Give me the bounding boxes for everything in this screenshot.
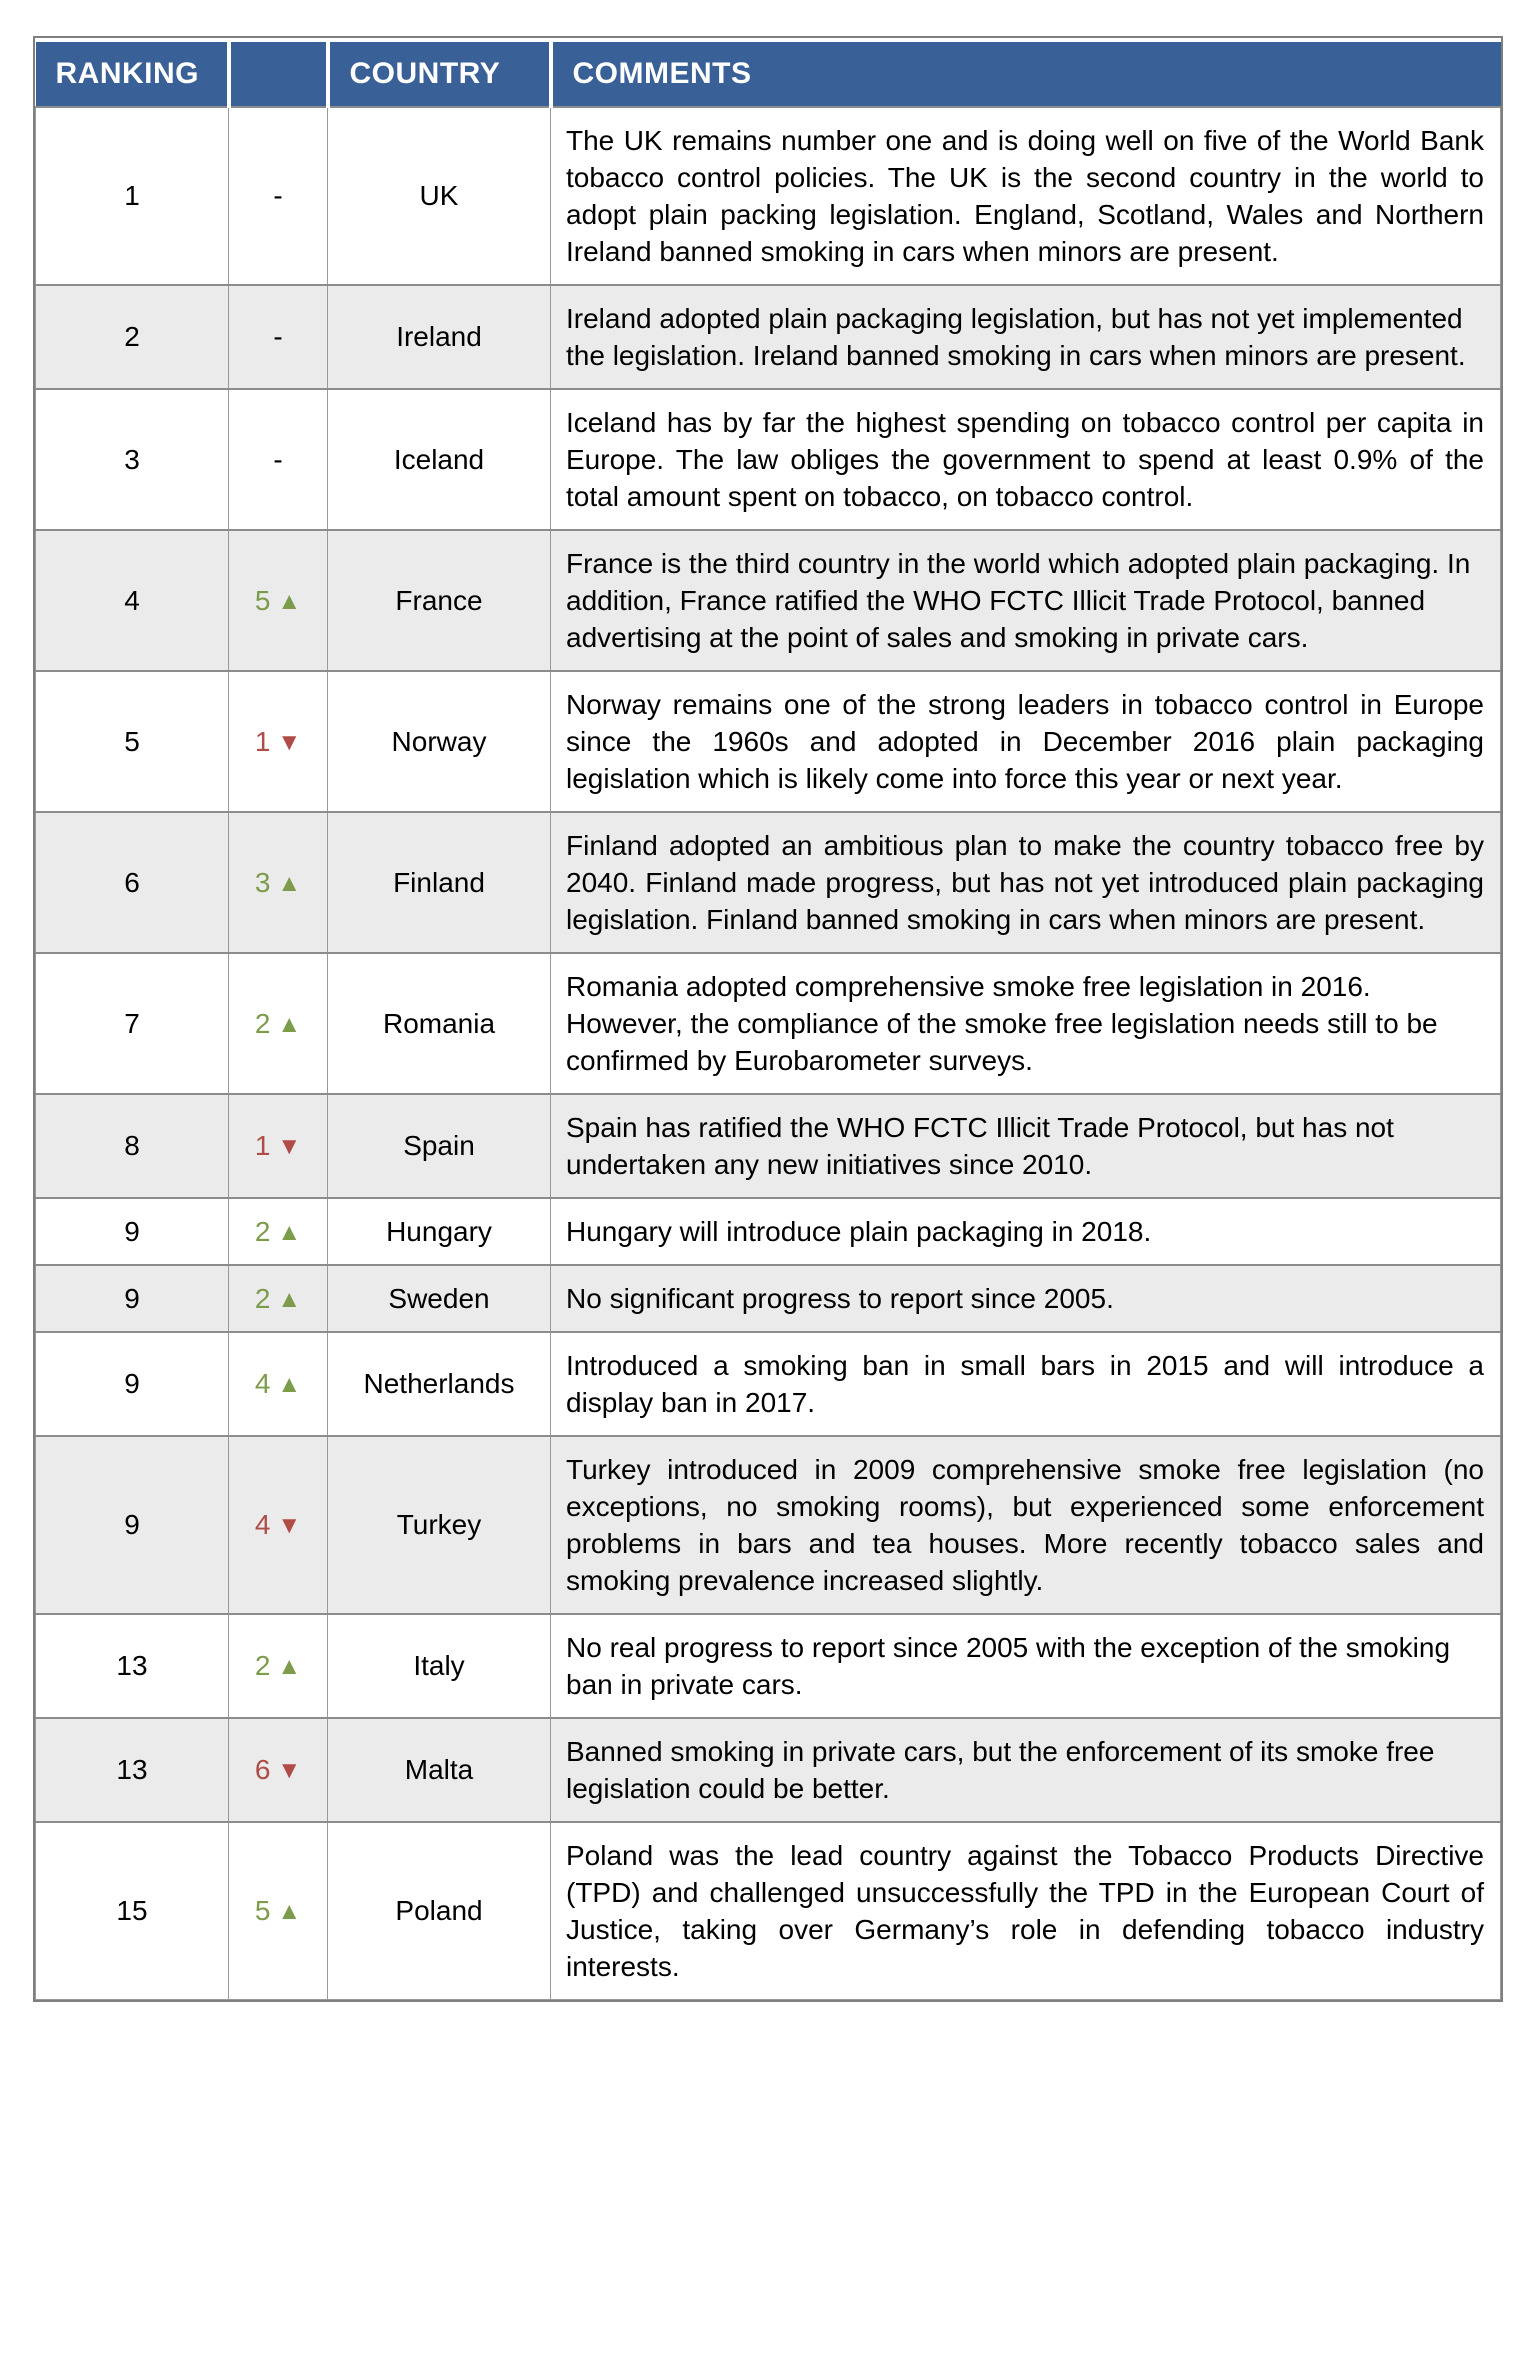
- comments-cell: France is the third country in the world which adopted plain packaging. In addition, France ratified the WHO FCTC Illicit Trade Protocol, banned advertising at the point of sales and smoking in private cars.: [551, 530, 1501, 671]
- rank-change-value: 1: [254, 1130, 271, 1161]
- comments-cell: Turkey introduced in 2009 comprehensive smoke free legislation (no exceptions, no smoking rooms), but experienced some enforcement problems in bars and tea houses. More recently tobacco sales and smoking prevalence increased slightly.: [551, 1436, 1501, 1614]
- ranking-cell: 2: [36, 285, 229, 389]
- rank-change-value: -: [273, 180, 283, 211]
- rank-change: [255, 1283, 301, 1314]
- table-row: [36, 671, 1501, 812]
- table-row: [36, 1614, 1501, 1718]
- rank-change-value: -: [273, 321, 283, 352]
- country-cell: Finland: [328, 812, 551, 953]
- ranking-cell: 15: [36, 1822, 229, 2000]
- rank-change: [255, 585, 301, 616]
- change-cell: [229, 1198, 328, 1265]
- change-cell: [229, 1822, 328, 2000]
- country-cell: Italy: [328, 1614, 551, 1718]
- table-row: [36, 1822, 1501, 2000]
- ranking-cell: 7: [36, 953, 229, 1094]
- rank-change-value: 2: [254, 1007, 271, 1039]
- comments-cell: Finland adopted an ambitious plan to make the country tobacco free by 2040. Finland made progress, but has not yet introduced plain packaging legislation. Finland banned smoking in cars when minors are present.: [551, 812, 1501, 953]
- comments-cell: Iceland has by far the highest spending on tobacco control per capita in Europe. The law obliges the government to spend at least 0.9% of the total amount spent on tobacco, on tobacco control.: [551, 389, 1501, 530]
- change-cell: [229, 1094, 328, 1198]
- change-cell: [229, 389, 328, 530]
- tobacco-control-ranking-table: [35, 38, 1501, 2000]
- rank-change: [273, 180, 282, 211]
- ranking-cell: 5: [36, 671, 229, 812]
- ranking-cell: 13: [36, 1718, 229, 1822]
- comments-cell: No real progress to report since 2005 with the exception of the smoking ban in private cars.: [551, 1614, 1501, 1718]
- rank-change: [255, 867, 301, 898]
- header-ranking: RANKING: [36, 40, 229, 107]
- rank-change-value: 4: [254, 1368, 271, 1399]
- country-cell: UK: [328, 107, 551, 285]
- rank-change: [255, 1509, 301, 1540]
- country-cell: Iceland: [328, 389, 551, 530]
- rank-change: [255, 1130, 301, 1161]
- comments-cell: Introduced a smoking ban in small bars in 2015 and will introduce a display ban in 2017.: [551, 1332, 1501, 1436]
- rank-change-value: 2: [254, 1215, 271, 1247]
- rank-change: [255, 1754, 301, 1785]
- rank-change: [255, 1216, 301, 1247]
- change-cell: [229, 812, 328, 953]
- rank-change-value: 2: [254, 1282, 271, 1314]
- table-row: [36, 953, 1501, 1094]
- change-cell: [229, 285, 328, 389]
- rank-change-value: 4: [254, 1509, 271, 1540]
- up-arrow-icon: ▲: [277, 1285, 302, 1313]
- down-arrow-icon: ▼: [277, 1757, 302, 1784]
- up-arrow-icon: ▲: [277, 1653, 302, 1680]
- country-cell: Spain: [328, 1094, 551, 1198]
- change-cell: [229, 953, 328, 1094]
- country-cell: Malta: [328, 1718, 551, 1822]
- ranking-table-frame: [33, 36, 1503, 2002]
- country-cell: Netherlands: [328, 1332, 551, 1436]
- change-cell: [229, 530, 328, 671]
- down-arrow-icon: ▼: [277, 1512, 302, 1539]
- change-cell: [229, 1614, 328, 1718]
- rank-change: [255, 726, 301, 757]
- table-row: [36, 1332, 1501, 1436]
- comments-cell: Ireland adopted plain packaging legislation, but has not yet implemented the legislation. Ireland banned smoking in cars when minors are present.: [551, 285, 1501, 389]
- up-arrow-icon: ▲: [277, 1218, 302, 1246]
- change-cell: [229, 1436, 328, 1614]
- header-change: [229, 40, 328, 107]
- change-cell: [229, 1265, 328, 1332]
- rank-change-value: 3: [254, 866, 271, 898]
- up-arrow-icon: ▲: [277, 869, 302, 897]
- table-row: [36, 1265, 1501, 1332]
- up-arrow-icon: ▲: [277, 1898, 302, 1925]
- rank-change: [255, 1650, 301, 1681]
- ranking-cell: 4: [36, 530, 229, 671]
- comments-cell: The UK remains number one and is doing well on five of the World Bank tobacco control policies. The UK is the second country in the world to adopt plain packing legislation. England, Scotland, Wales and Northern Ireland banned smoking in cars when minors are present.: [551, 107, 1501, 285]
- rank-change-value: 5: [254, 584, 271, 616]
- table-row: [36, 389, 1501, 530]
- table-row: [36, 1718, 1501, 1822]
- header-country: COUNTRY: [328, 40, 551, 107]
- table-row: [36, 812, 1501, 953]
- comments-cell: Romania adopted comprehensive smoke free legislation in 2016. However, the compliance of the smoke free legislation needs still to be confirmed by Eurobarometer surveys.: [551, 953, 1501, 1094]
- change-cell: [229, 671, 328, 812]
- comments-cell: No significant progress to report since 2005.: [551, 1265, 1501, 1332]
- table-row: [36, 107, 1501, 285]
- up-arrow-icon: ▲: [277, 587, 302, 615]
- ranking-cell: 9: [36, 1265, 229, 1332]
- country-cell: Norway: [328, 671, 551, 812]
- country-cell: Poland: [328, 1822, 551, 2000]
- rank-change-value: -: [273, 443, 283, 475]
- down-arrow-icon: ▼: [277, 728, 302, 756]
- comments-cell: Hungary will introduce plain packaging in 2018.: [551, 1198, 1501, 1265]
- country-cell: Hungary: [328, 1198, 551, 1265]
- country-cell: France: [328, 530, 551, 671]
- change-cell: [229, 107, 328, 285]
- country-cell: Ireland: [328, 285, 551, 389]
- country-cell: Turkey: [328, 1436, 551, 1614]
- ranking-cell: 3: [36, 389, 229, 530]
- rank-change-value: 1: [254, 725, 271, 757]
- rank-change-value: 5: [254, 1895, 271, 1926]
- ranking-cell: 8: [36, 1094, 229, 1198]
- up-arrow-icon: ▲: [277, 1371, 302, 1398]
- ranking-cell: 9: [36, 1436, 229, 1614]
- header-comments: COMMENTS: [551, 40, 1501, 107]
- table-row: [36, 1094, 1501, 1198]
- ranking-cell: 1: [36, 107, 229, 285]
- ranking-cell: 9: [36, 1332, 229, 1436]
- change-cell: [229, 1332, 328, 1436]
- table-row: [36, 1198, 1501, 1265]
- change-cell: [229, 1718, 328, 1822]
- country-cell: Romania: [328, 953, 551, 1094]
- rank-change: [273, 444, 282, 475]
- country-cell: Sweden: [328, 1265, 551, 1332]
- rank-change: [255, 1895, 301, 1926]
- rank-change: [255, 1008, 301, 1039]
- rank-change-value: 6: [254, 1754, 271, 1785]
- table-row: [36, 285, 1501, 389]
- comments-cell: Banned smoking in private cars, but the enforcement of its smoke free legislation could be better.: [551, 1718, 1501, 1822]
- header-row: [36, 40, 1501, 107]
- ranking-cell: 13: [36, 1614, 229, 1718]
- rank-change: [273, 321, 282, 352]
- up-arrow-icon: ▲: [277, 1010, 302, 1038]
- rank-change: [255, 1368, 301, 1399]
- comments-cell: Spain has ratified the WHO FCTC Illicit Trade Protocol, but has not undertaken any new initiatives since 2010.: [551, 1094, 1501, 1198]
- rank-change-value: 2: [254, 1650, 271, 1681]
- ranking-cell: 9: [36, 1198, 229, 1265]
- ranking-cell: 6: [36, 812, 229, 953]
- comments-cell: Poland was the lead country against the Tobacco Products Directive (TPD) and challenged unsuccessfully the TPD in the European Court of Justice, taking over Germany’s role in defending tobacco industry interests.: [551, 1822, 1501, 2000]
- table-row: [36, 530, 1501, 671]
- comments-cell: Norway remains one of the strong leaders in tobacco control in Europe since the 1960s and adopted in December 2016 plain packaging legislation which is likely come into force this year or next year.: [551, 671, 1501, 812]
- down-arrow-icon: ▼: [277, 1133, 302, 1160]
- table-row: [36, 1436, 1501, 1614]
